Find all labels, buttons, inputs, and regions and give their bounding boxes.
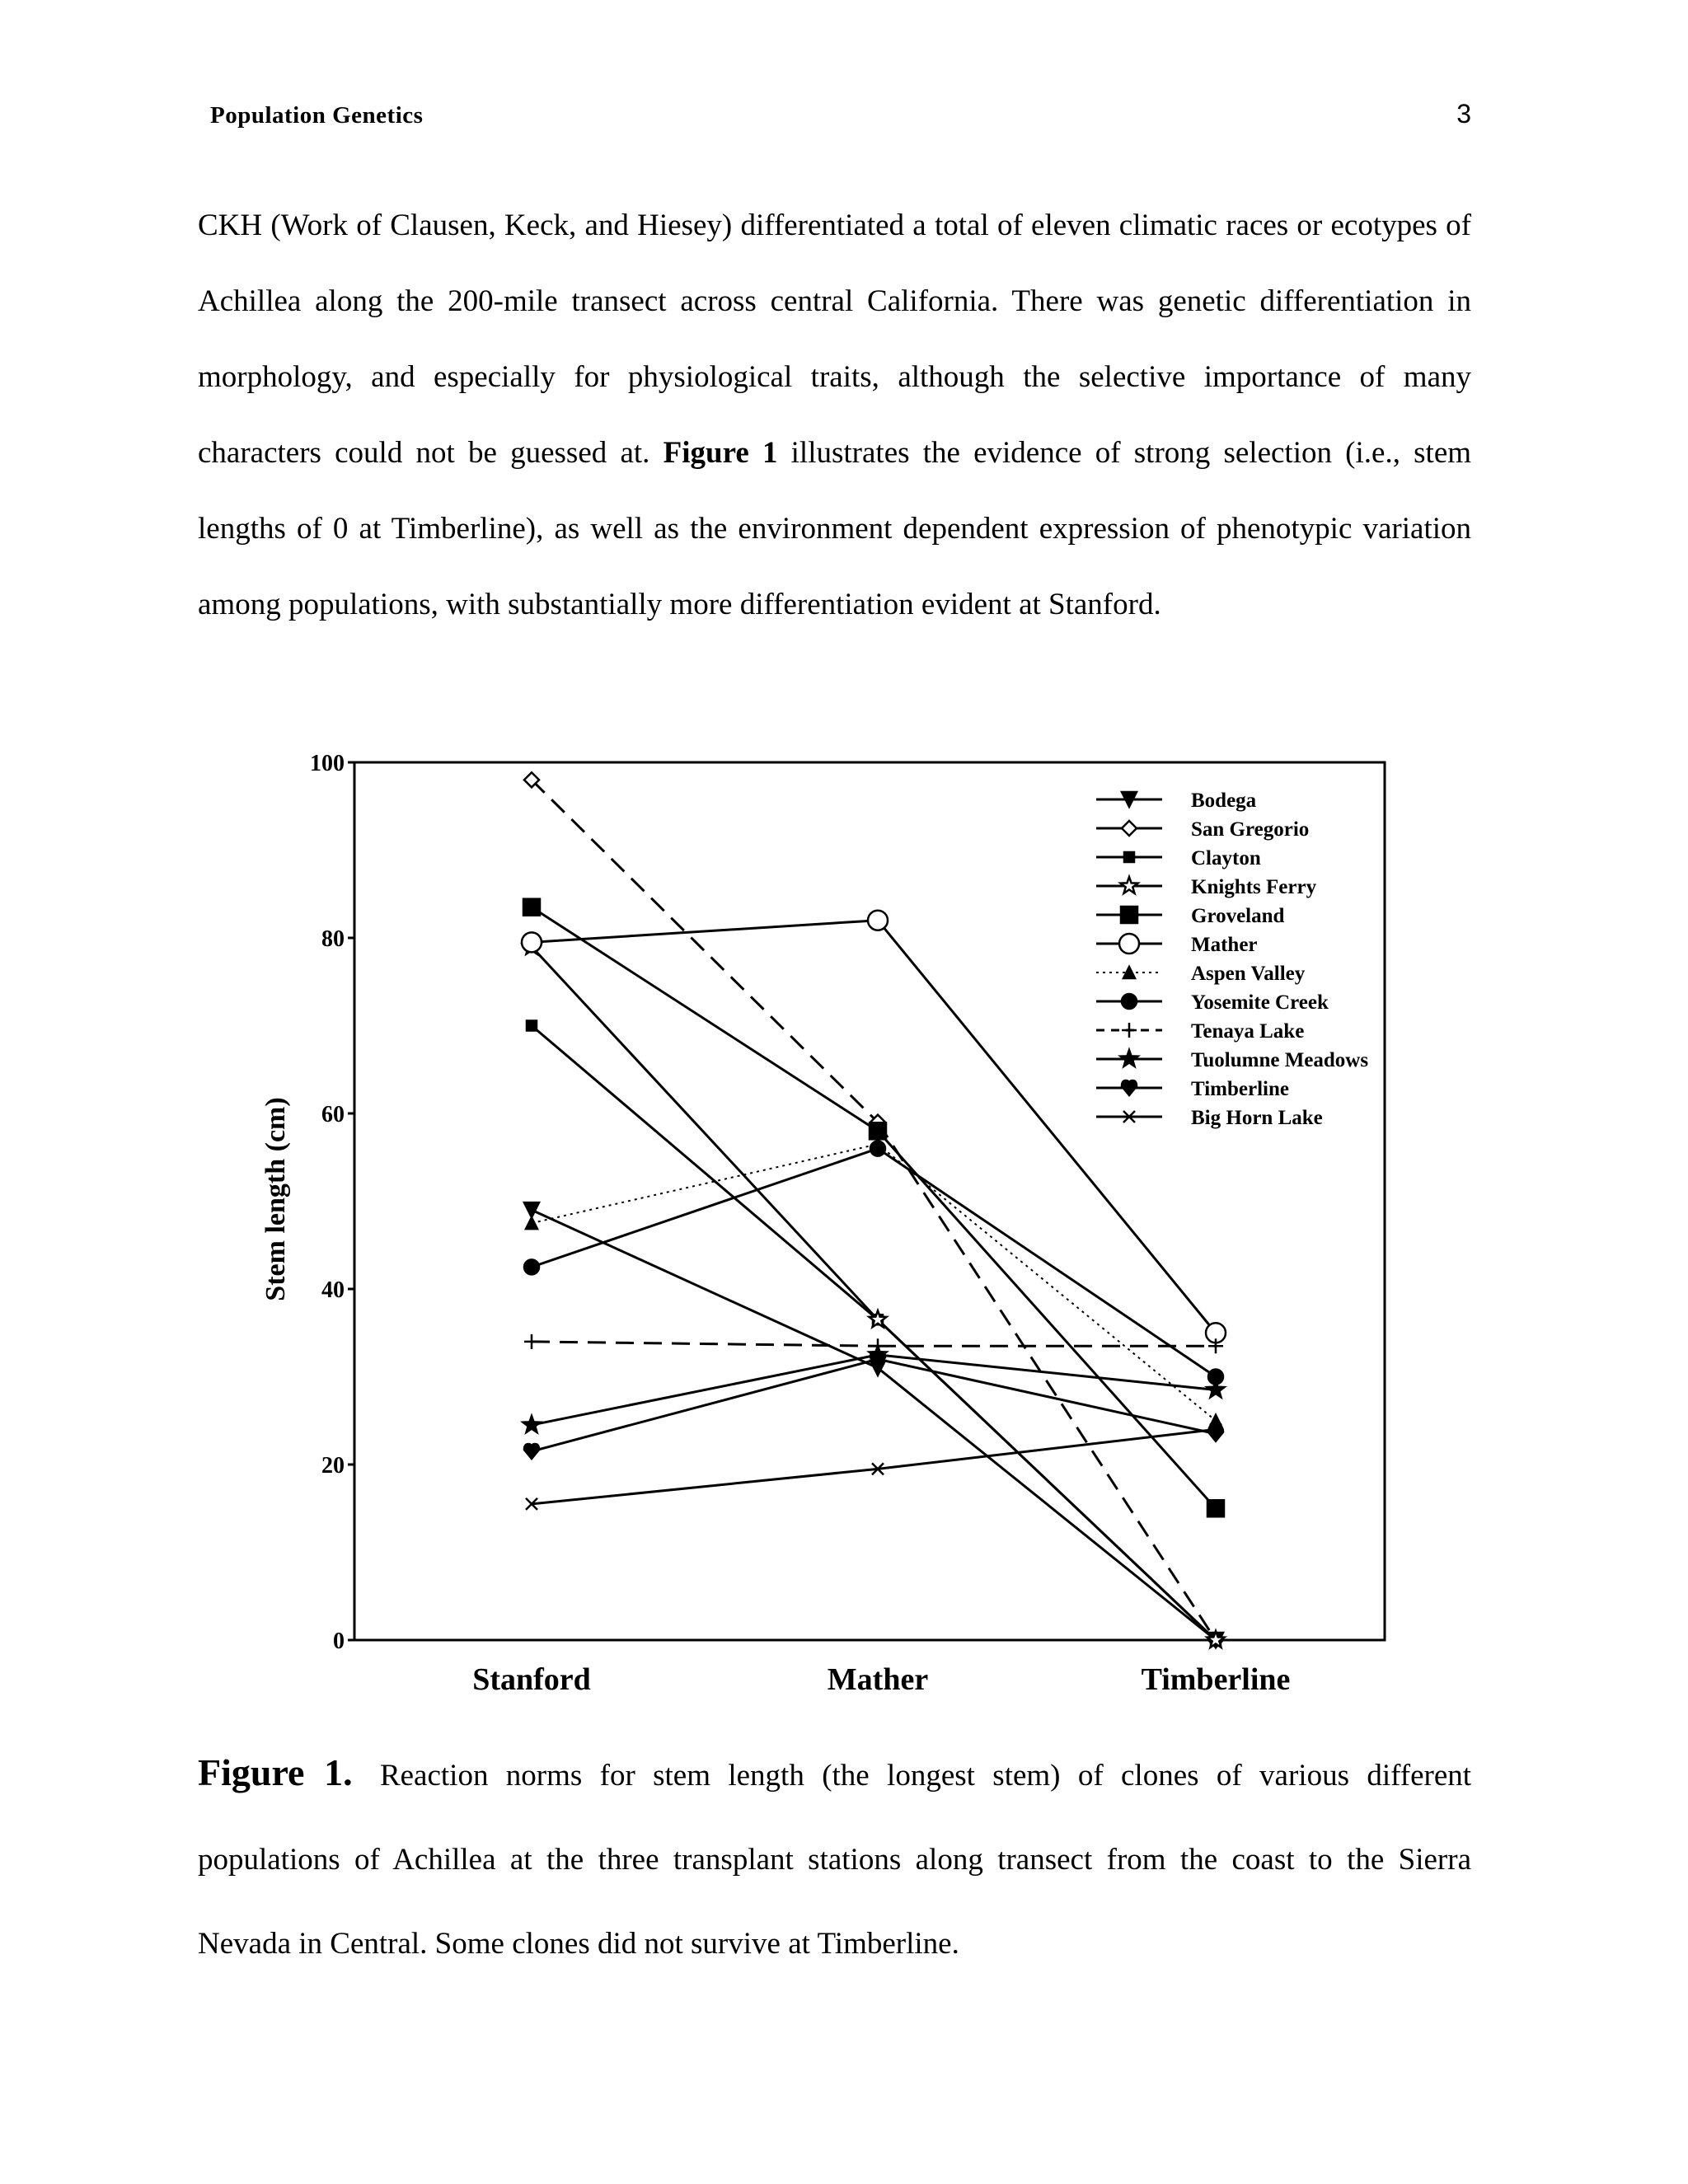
point-mather-mather xyxy=(868,911,888,930)
series-lines xyxy=(532,780,1216,1640)
body-paragraph xyxy=(198,188,1471,643)
line-groveland xyxy=(878,1131,1216,1508)
legend-label-bodega: Bodega xyxy=(1191,790,1257,812)
x-tick-label-timberline: Timberline xyxy=(1141,1662,1291,1697)
line-aspen-valley xyxy=(878,1144,1216,1420)
line-aspen-valley xyxy=(532,1144,878,1223)
legend-marker-san-gregorio xyxy=(1122,821,1137,836)
line-bodega xyxy=(878,1368,1216,1640)
legend xyxy=(1096,790,1368,1129)
x-axis xyxy=(472,1662,1290,1697)
page-number: 3 xyxy=(1456,99,1471,129)
y-axis xyxy=(310,751,354,1654)
point-groveland-timberline xyxy=(1207,1500,1224,1516)
point-tuolumne-meadows-timberline xyxy=(1207,1381,1225,1398)
point-yosemite-creek-stanford xyxy=(524,1259,539,1274)
legend-marker-mather xyxy=(1119,934,1139,954)
line-yosemite-creek xyxy=(878,1149,1216,1377)
legend-label-yosemite-creek: Yosemite Creek xyxy=(1191,991,1329,1014)
paragraph-text-before: CKH (Work of Clausen, Keck, and Hiesey) differentiated a total of eleven climatic races or ecotypes of Achillea along the 200-mile transect across central California. There was genetic differentiation in morphology, and especially for physiological traits, although the selective importance of many characters could not be guessed at. xyxy=(198,209,1471,470)
line-san-gregorio xyxy=(878,1122,1216,1640)
y-tick-label: 80 xyxy=(321,926,345,952)
legend-marker-tenaya-lake xyxy=(1122,1023,1137,1038)
caption-text: Reaction norms for stem length (the longest stem) of clones of various different populations of Achillea at the three transplant stations along transect from the coast to the Sierra Nevada in Central. Some clones did not survive at Timberline. xyxy=(198,1759,1472,1961)
point-tuolumne-meadows-stanford xyxy=(523,1416,541,1432)
line-knights-ferry xyxy=(878,1319,1216,1640)
line-tuolumne-meadows xyxy=(878,1355,1216,1390)
legend-marker-aspen-valley xyxy=(1123,967,1135,978)
legend-marker-clayton xyxy=(1124,852,1134,862)
legend-marker-groveland xyxy=(1121,907,1137,923)
legend-label-tuolumne-meadows: Tuolumne Meadows xyxy=(1191,1049,1369,1071)
legend-marker-timberline xyxy=(1122,1080,1137,1095)
point-yosemite-creek-mather xyxy=(870,1141,885,1156)
legend-label-san-gregorio: San Gregorio xyxy=(1191,818,1310,841)
y-tick-label: 20 xyxy=(321,1453,345,1479)
legend-marker-tuolumne-meadows xyxy=(1121,1050,1138,1066)
figure-reference[interactable]: Figure 1 xyxy=(663,436,778,470)
point-timberline-stanford xyxy=(524,1444,539,1459)
legend-marker-yosemite-creek xyxy=(1122,994,1137,1009)
y-tick-label: 60 xyxy=(321,1102,345,1127)
line-yosemite-creek xyxy=(532,1149,878,1268)
point-aspen-valley-stanford xyxy=(526,1217,537,1229)
legend-label-big-horn-lake: Big Horn Lake xyxy=(1191,1107,1323,1129)
y-tick-label: 0 xyxy=(333,1629,345,1654)
line-tuolumne-meadows xyxy=(532,1355,878,1425)
legend-label-mather: Mather xyxy=(1191,934,1258,956)
line-timberline xyxy=(878,1359,1216,1434)
legend-label-timberline: Timberline xyxy=(1191,1078,1289,1100)
line-timberline xyxy=(532,1359,878,1451)
legend-label-tenaya-lake: Tenaya Lake xyxy=(1191,1020,1305,1043)
y-axis-label: Stem length (cm) xyxy=(260,1097,291,1301)
point-clayton-stanford xyxy=(527,1021,537,1031)
line-mather xyxy=(878,921,1216,1333)
figure-1 xyxy=(247,738,1401,1710)
legend-label-clayton: Clayton xyxy=(1191,847,1261,869)
legend-label-groveland: Groveland xyxy=(1191,905,1285,927)
line-groveland xyxy=(532,907,878,1132)
line-mather xyxy=(532,921,878,943)
x-tick-label-mather: Mather xyxy=(827,1662,929,1697)
point-groveland-stanford xyxy=(523,899,540,916)
line-clayton xyxy=(532,1026,878,1320)
point-tenaya-lake-stanford xyxy=(524,1334,539,1349)
figure-caption xyxy=(198,1731,1471,1986)
x-tick-label-stanford: Stanford xyxy=(472,1662,591,1697)
reaction-norm-chart xyxy=(247,738,1401,1710)
point-mather-stanford xyxy=(522,932,542,952)
legend-label-aspen-valley: Aspen Valley xyxy=(1191,963,1306,985)
line-big-horn-lake xyxy=(532,1469,878,1504)
paragraph-text-after: illustrates the evidence of strong selection (i.e., stem lengths of 0 at Timberline), as well as the environment dependent expression of phenotypic variation among populations, with substantially more differentiation evident at Stanford. xyxy=(198,436,1472,621)
running-head: Population Genetics xyxy=(210,102,424,129)
y-tick-label: 40 xyxy=(321,1277,345,1303)
caption-label: Figure 1. xyxy=(198,1751,353,1793)
legend-marker-knights-ferry xyxy=(1121,877,1138,893)
line-knights-ferry xyxy=(532,947,878,1320)
series-markers xyxy=(522,772,1226,1647)
y-tick-label: 100 xyxy=(310,751,345,776)
line-big-horn-lake xyxy=(878,1429,1216,1469)
legend-label-knights-ferry: Knights Ferry xyxy=(1191,876,1317,898)
